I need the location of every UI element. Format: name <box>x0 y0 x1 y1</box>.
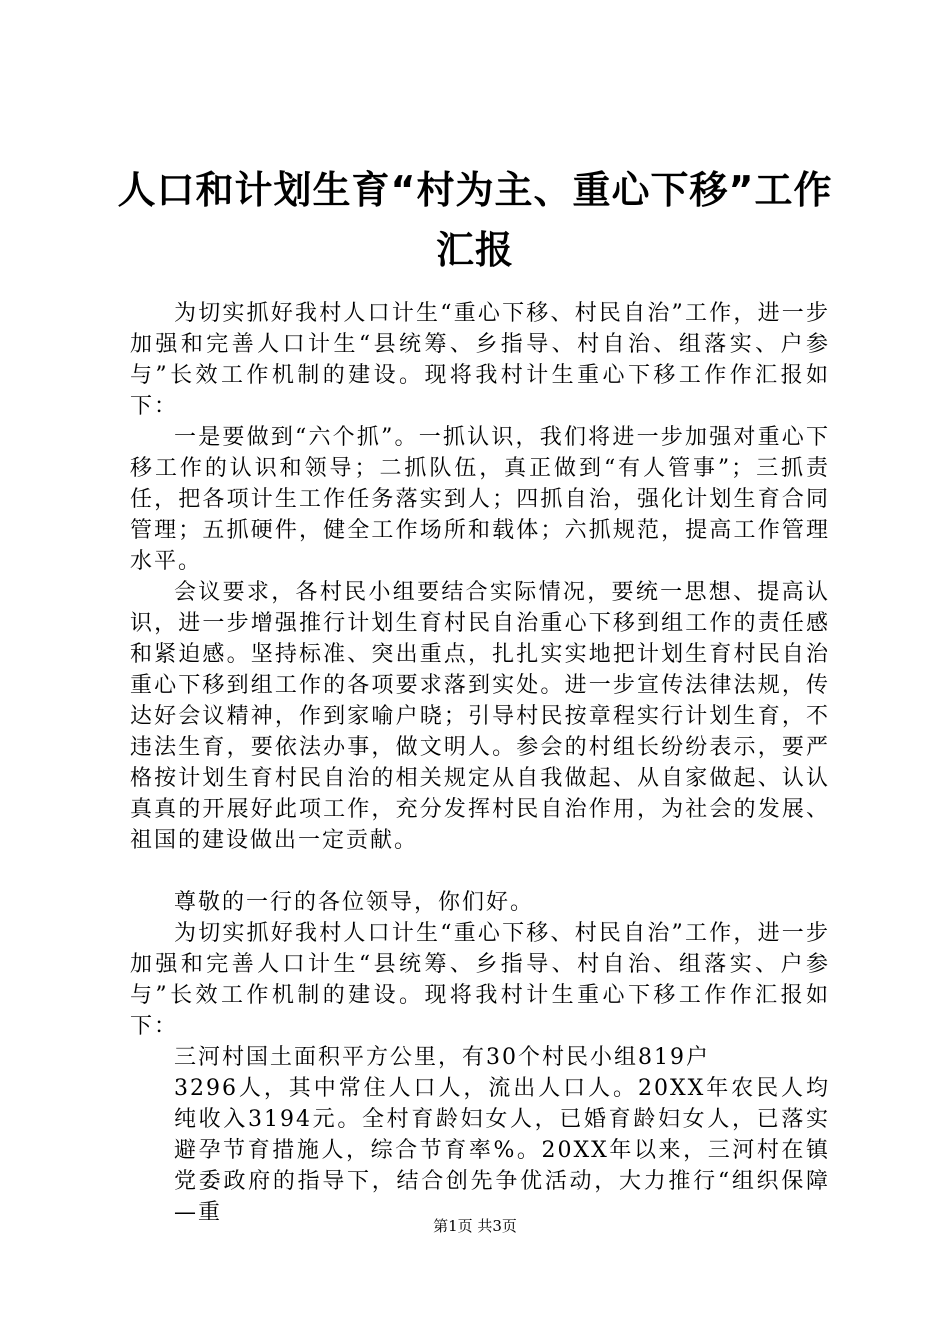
document-title: 人口和计划生育“村为主、重心下移”工作汇报 <box>117 168 833 272</box>
paragraph-greeting: 尊敬的一行的各位领导，你们好。 <box>174 890 535 915</box>
paragraph-population-stats: 3296人，其中常住人口人，流出人口人。20XX年农民人均纯收入3194元。全村育龄妇女人，已婚育龄妇女人，已落实避孕节育措施人，综合节育率%。20XX年以来，三河村在镇党委政府的指导下，结合创先争优活动，大力推行“组织保障—重 <box>174 1076 830 1225</box>
paragraph-intro-repeat: 为切实抓好我村人口计生“重心下移、村民自治”工作，进一步加强和完善人口计生“县统筹、乡指导、村自治、组落实、户参与”长效工作机制的建设。现将我村计生重心下移工作作汇报如下： <box>130 921 830 1039</box>
paragraph-intro: 为切实抓好我村人口计生“重心下移、村民自治”工作，进一步加强和完善人口计生“县统筹、乡指导、村自治、组落实、户参与”长效工作机制的建设。现将我村计生重心下移工作作汇报如下： <box>130 301 830 419</box>
page-number: 第1页 共3页 <box>433 1217 517 1235</box>
paragraph-village-overview: 三河村国土面积平方公里，有30个村民小组819户 <box>174 1045 710 1070</box>
paragraph-six-grasps: 一是要做到“六个抓”。一抓认识，我们将进一步加强对重心下移工作的认识和领导；二抓队伍，真正做到“有人管事”；三抓责任，把各项计生工作任务落实到人；四抓自治，强化计划生育合同管理；五抓硬件，健全工作场所和载体；六抓规范，提高工作管理水平。 <box>130 425 830 574</box>
document-body <box>130 298 830 1228</box>
paragraph-meeting-requirements: 会议要求，各村民小组要结合实际情况，要统一思想、提高认识，进一步增强推行计划生育村民自治重心下移到组工作的责任感和紧迫感。坚持标准、突出重点，扎扎实实地把计划生育村民自治重心下移到组工作的各项要求落到实处。进一步宣传法律法规，传达好会议精神，作到家喻户晓；引导村民按章程实行计划生育，不违法生育，要依法办事，做文明人。参会的村组长纷纷表示，要严格按计划生育村民自治的相关规定从自我做起、从自家做起、认认真真的开展好此项工作，充分发挥村民自治作用，为社会的发展、祖国的建设做出一定贡献。 <box>130 580 830 853</box>
